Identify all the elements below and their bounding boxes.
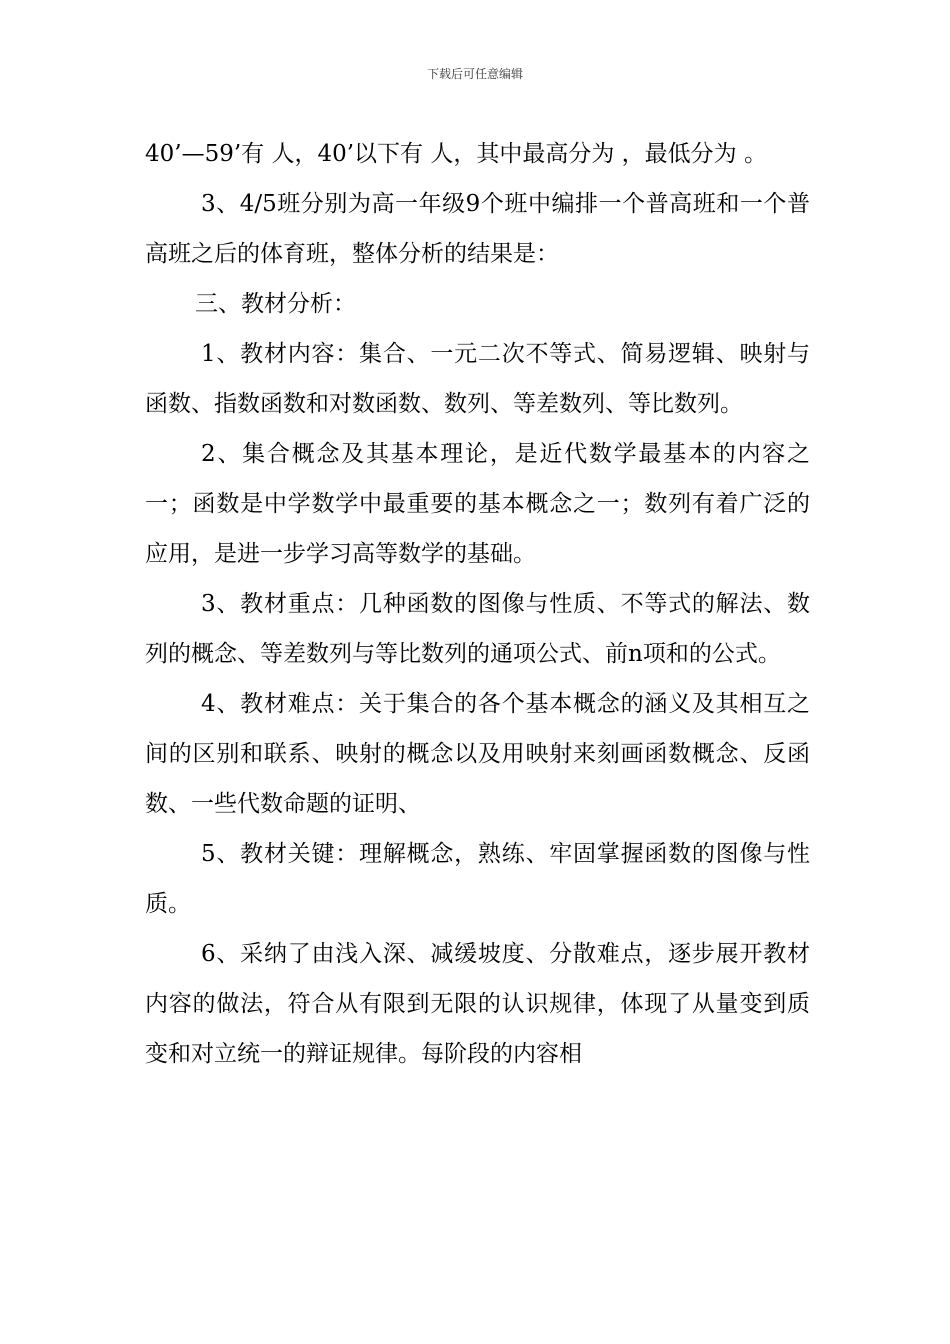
section-heading-textbook-analysis: 三、教材分析： — [195, 291, 356, 317]
paragraph-textbook-difficulty: 4、教材难点：关于集合的各个基本概念的涵义及其相互之间的区别和联系、映射的概念以及用映射来刻画函数概念、反函数、一些代数命题的证明、 — [145, 691, 810, 817]
paragraph-textbook-focus: 3、教材重点：几种函数的图像与性质、不等式的解法、数列的概念、等差数列与等比数列的通项公式、前n项和的公式。 — [145, 591, 810, 667]
page-header: 下载后可任意编辑 — [426, 67, 523, 81]
paragraph-textbook-key: 5、教材关键：理解概念，熟练、牢固掌握函数的图像与性质。 — [145, 841, 810, 917]
paragraph-score-distribution: 40’—59’有 人，40’以下有 人，其中最高分为 ，最低分为 。 — [145, 141, 767, 167]
paragraph-class-analysis: 3、4/5班分别为高一年级9个班中编排一个普高班和一个普高班之后的体育班，整体分析的结果是： — [145, 191, 810, 267]
paragraph-teaching-approach: 6、采纳了由浅入深、减缓坡度、分散难点，逐步展开教材内容的做法，符合从有限到无限的认识规律，体现了从量变到质变和对立统一的辩证规律。每阶段的内容相 — [145, 941, 810, 1067]
paragraph-set-concept: 2、集合概念及其基本理论，是近代数学最基本的内容之一；函数是中学数学中最重要的基本概念之一；数列有着广泛的应用，是进一步学习高等数学的基础。 — [145, 441, 810, 567]
paragraph-textbook-content: 1、教材内容：集合、一元二次不等式、简易逻辑、映射与函数、指数函数和对数函数、数列、等差数列、等比数列。 — [145, 341, 810, 417]
document-body — [145, 129, 810, 1079]
